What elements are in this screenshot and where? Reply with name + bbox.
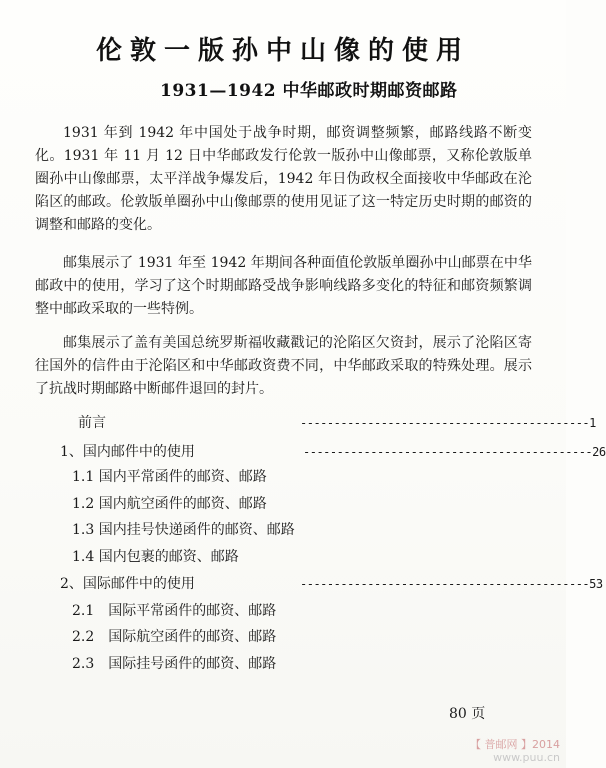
toc-page-leader: -------------------------------------------26 [303, 445, 606, 459]
toc-label: 2.2 国际航空函件的邮资、邮路 [72, 629, 277, 645]
watermark-url: www.puu.cn [493, 751, 560, 764]
toc-label: 1、国内邮件中的使用 [60, 444, 195, 460]
page-title: 伦敦一版孙中山像的使用 [95, 36, 470, 66]
toc-row-domestic [0, 441, 606, 463]
toc-label: 2、国际邮件中的使用 [60, 576, 195, 592]
page-subtitle: 1931—1942 中华邮政时期邮资邮路 [160, 81, 458, 101]
toc-label: 1.4 国内包裹的邮资、邮路 [72, 549, 239, 565]
toc-row-international [0, 573, 603, 595]
toc-row-preface [0, 412, 596, 434]
toc-label: 1.1 国内平常函件的邮资、邮路 [72, 469, 267, 485]
toc-row-1-4 [0, 546, 566, 568]
toc-row-2-1 [0, 600, 566, 622]
toc-label: 1.2 国内航空函件的邮资、邮路 [72, 496, 267, 512]
paragraph-exhibit-scope: 邮集展示了 1931 年至 1942 年期间各种面值伦敦版单圈孙中山邮票在中华邮政中的使用，学习了这个时期邮路受战争影响线路多变化的特征和邮资频繁调整中邮政采取的一些特例。 [35, 255, 532, 317]
toc-label: 前言 [78, 415, 106, 431]
toc-row-2-3 [0, 653, 566, 675]
toc-page-leader: -------------------------------------------53 [300, 577, 603, 591]
page-count: 80 页 [449, 706, 486, 722]
paragraph-intro: 1931 年到 1942 年中国处于战争时期，邮资调整频繁，邮路线路不断变化。1931 年 11 月 12 日中华邮政发行伦敦一版孙中山像邮票，又称伦敦版单圈孙中山像邮票，太平洋战争爆发后，1942 年日伪政权全面接收中华邮政在沦陷区的邮政。伦敦版单圈孙中山像邮票的使用见证了这一特定历史时期的邮资的调整和邮路的变化。 [35, 125, 532, 233]
toc-row-1-1 [0, 466, 566, 488]
toc-label: 1.3 国内挂号快递函件的邮资、邮路 [72, 522, 295, 538]
toc-row-1-3 [0, 519, 566, 541]
toc-label: 2.3 国际挂号函件的邮资、邮路 [72, 656, 277, 672]
toc-row-2-2 [0, 626, 566, 648]
site-watermark [470, 738, 560, 764]
paragraph-exhibit-highlights: 邮集展示了盖有美国总统罗斯福收藏戳记的沦陷区欠资封，展示了沦陷区寄往国外的信件由于沦陷区和中华邮政资费不同，中华邮政采取的特殊处理。展示了抗战时期邮路中断邮件退回的封片。 [35, 335, 532, 397]
toc-label: 2.1 国际平常函件的邮资、邮路 [72, 603, 277, 619]
toc-page-leader: -------------------------------------------1 [300, 416, 596, 430]
toc-row-1-2 [0, 493, 566, 515]
watermark-brand: 【 普邮网 】2014 [470, 738, 560, 751]
